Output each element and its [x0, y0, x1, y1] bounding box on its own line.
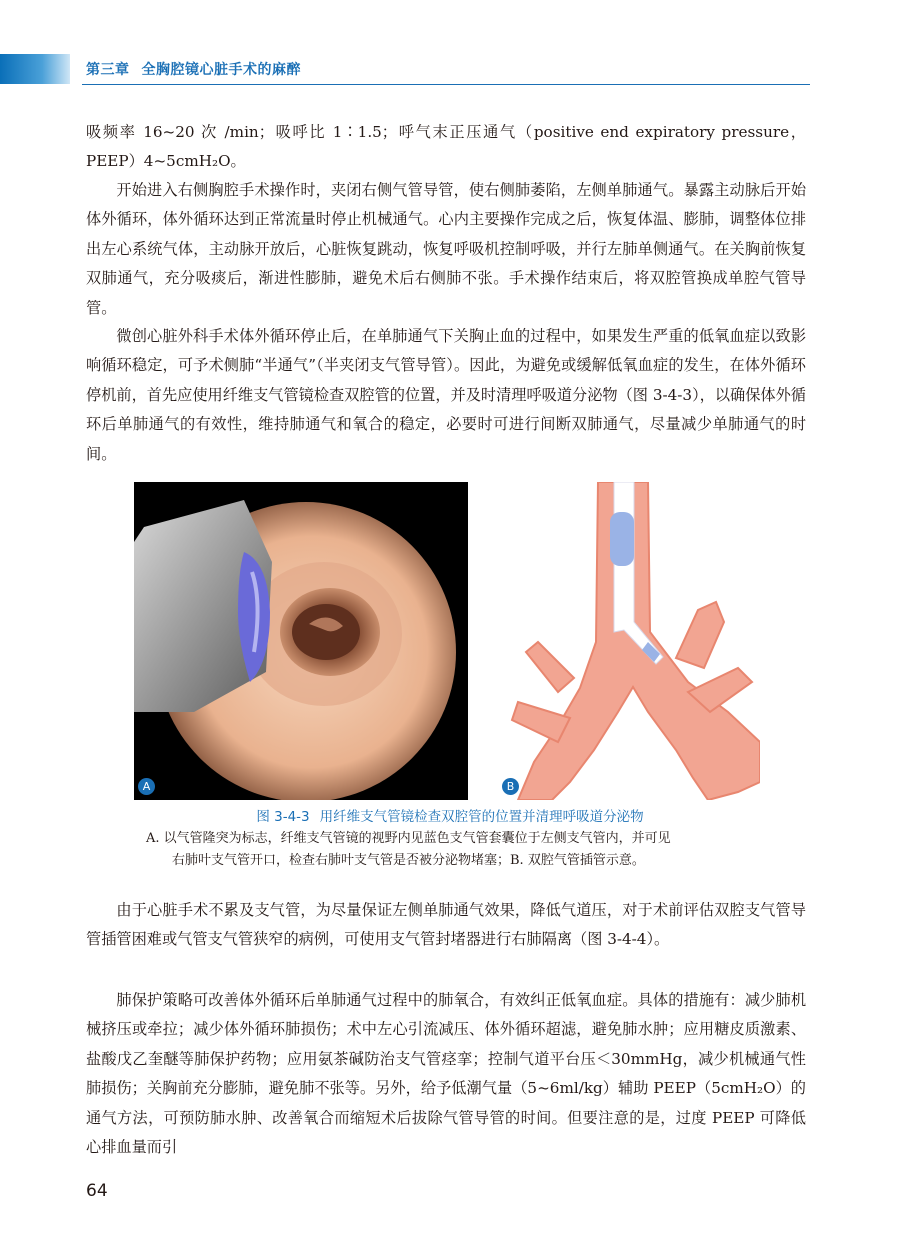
paragraph-1: 吸频率 16~20 次 /min；吸呼比 1∶1.5；呼气末正压通气（positive end expiratory pressure，PEEP）4~5cmH₂O。	[86, 123, 806, 171]
paragraph-3: 微创心脏外科手术体外循环停止后，在单肺通气下关胸止血的过程中，如果发生严重的低氧血症以致影响循环稳定，可予术侧肺“半通气”（半夹闭支气管导管）。因此，为避免或缓解低氧血症的发生，在体外循环停机前，首先应使用纤维支气管镜检查双腔管的位置，并及时清理呼吸道分泌物（图 3-4-3），以确保体外循环后单肺通气的有效性，维持肺通气和氧合的稳定，必要时可进行间断双肺通气，尽量减少单肺通气的时间。	[86, 327, 806, 463]
paragraph-4: 由于心脏手术不累及支气管，为尽量保证左侧单肺通气效果，降低气道压，对于术前评估双腔支气管导管插管困难或气管支气管狭窄的病例，可使用支气管封堵器进行右肺隔离（图 3-4-4）。	[86, 901, 806, 949]
paragraph-2: 开始进入右侧胸腔手术操作时，夹闭右侧气管导管，使右侧肺萎陷，左侧单肺通气。暴露主动脉后开始体外循环，体外循环达到正常流量时停止机械通气。心内主要操作完成之后，恢复体温、膨肺，调整体位排出左心系统气体，主动脉开放后，心脏恢复跳动，恢复呼吸机控制呼吸，并行左肺单侧通气。在关胸前恢复双肺通气，充分吸痰后，渐进性膨肺，避免术后右侧肺不张。手术操作结束后，将双腔管换成单腔气管导管。	[86, 181, 806, 317]
figure-number: 图 3-4-3	[256, 809, 310, 825]
figure-caption-title	[0, 805, 900, 825]
panel-a-badge: A	[138, 778, 155, 795]
running-header	[0, 54, 900, 84]
figure-caption-body	[146, 828, 746, 872]
paragraph-5: 肺保护策略可改善体外循环后单肺通气过程中的肺氧合，有效纠正低氧血症。具体的措施有：减少肺机械挤压或牵拉；减少体外循环肺损伤；术中左心引流减压、体外循环超滤，避免肺水肿；应用糖皮质激素、盐酸戊乙奎醚等肺保护药物；应用氨茶碱防治支气管痉挛；控制气道平台压＜30mmHg，减少机械通气性肺损伤；关胸前充分膨肺，避免肺不张等。另外，给予低潮气量（5~6ml/kg）辅助 PEEP（5cmH₂O）的通气方法，可预防肺水肿、改善氧合而缩短术后拔除气管导管的时间。但要注意的是，过度 PEEP 可降低心排血量而引	[86, 991, 806, 1157]
bronchial-tree-illustration	[498, 482, 760, 800]
bronchoscope-view-image	[134, 482, 468, 800]
double-lumen-tube-diagram	[498, 482, 760, 800]
caption-line-1: A. 以气管隆突为标志，纤维支气管镜的视野内见蓝色支气管套囊位于左侧支气管内，并可见	[146, 831, 671, 846]
header-title	[86, 59, 301, 79]
figure-3-4-3	[0, 482, 900, 802]
page-number: 64	[86, 1181, 108, 1201]
chapter-number: 第三章	[86, 62, 130, 78]
caption-line-2: 右肺叶支气管开口，检查右肺叶支气管是否被分泌物堵塞；B. 双腔气管插管示意。	[172, 853, 645, 868]
panel-b-badge: B	[502, 778, 519, 795]
header-rule	[82, 84, 810, 85]
header-color-block	[0, 54, 70, 84]
figure-title: 用纤维支气管镜检查双腔管的位置并清理呼吸道分泌物	[319, 809, 644, 825]
bronchoscope-view-illustration	[134, 482, 468, 800]
chapter-title: 全胸腔镜心脏手术的麻醉	[141, 62, 301, 78]
